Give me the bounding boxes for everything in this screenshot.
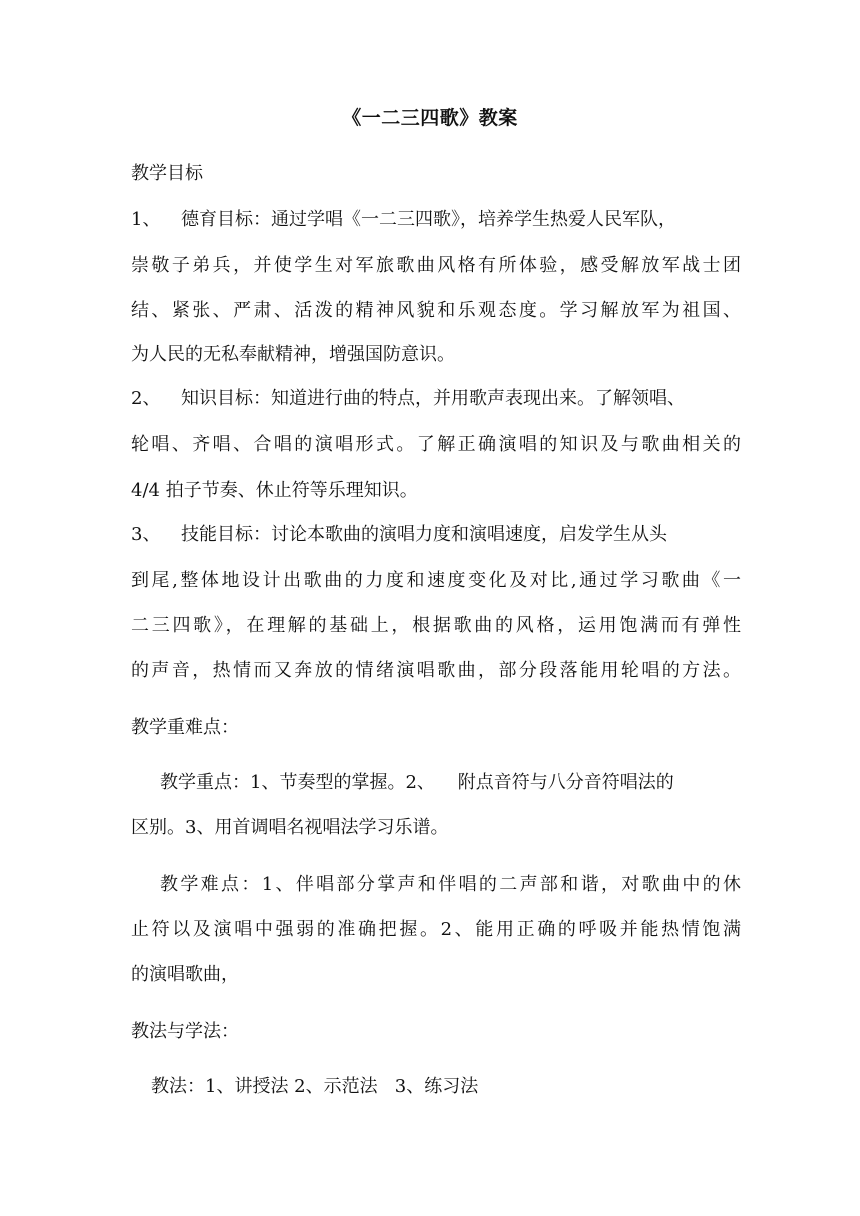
objective-1-number: 1、 (131, 209, 161, 230)
objective-1-line-1 (131, 209, 741, 231)
objective-3-line-1 (131, 524, 741, 546)
objective-1-text-1: 德育目标：通过学唱《一二三四歌》，培养学生热爱人民军队， (181, 209, 676, 230)
objective-1-line-2: 崇敬子弟兵，并使学生对军旅歌曲风格有所体验，感受解放军战士团 (131, 255, 741, 276)
objective-3-line-2: 到尾,整体地设计出歌曲的力度和速度变化及对比,通过学习歌曲《一 (131, 570, 741, 591)
objective-2-number: 2、 (131, 388, 161, 409)
page-title: 《一二三四歌》教案 (342, 107, 518, 129)
key-point-line-1: 教学重点：1、节奏型的掌握。2、 附点音符与八分音符唱法的 (160, 772, 674, 793)
objective-3-line-4: 的声音，热情而又奔放的情绪演唱歌曲，部分段落能用轮唱的方法。 (131, 660, 741, 681)
difficulty-line-1: 教学难点：1、伴唱部分掌声和伴唱的二声部和谐，对歌曲中的休 (160, 874, 741, 895)
section-heading-objectives: 教学目标 (131, 163, 203, 184)
objective-2-line-3: 4/4 拍子节奏、休止符等乐理知识。 (131, 480, 418, 501)
section-heading-methods: 教法与学法： (131, 1021, 239, 1042)
objective-1-line-4: 为人民的无私奉献精神，增强国防意识。 (131, 344, 455, 365)
difficulty-line-2: 止符以及演唱中强弱的准确把握。2、能用正确的呼吸并能热情饱满 (131, 919, 741, 940)
objective-3-number: 3、 (131, 524, 161, 545)
objective-3-text-1: 技能目标：讨论本歌曲的演唱力度和演唱速度，启发学生从头 (181, 524, 667, 545)
objective-2-text-1: 知识目标：知道进行曲的特点，并用歌声表现出来。了解领唱、 (181, 388, 685, 409)
objective-2-line-2: 轮唱、齐唱、合唱的演唱形式。了解正确演唱的知识及与歌曲相关的 (131, 434, 741, 455)
section-heading-key-points: 教学重难点： (131, 717, 239, 738)
objective-1-line-3: 结、紧张、严肃、活泼的精神风貌和乐观态度。学习解放军为祖国、 (131, 300, 741, 321)
key-point-line-2: 区别。3、用首调唱名视唱法学习乐谱。 (131, 817, 449, 838)
methods-line: 教法：1、讲授法 2、示范法 3、练习法 (151, 1076, 479, 1097)
objective-3-line-3: 二三四歌》，在理解的基础上，根据歌曲的风格，运用饱满而有弹性 (131, 615, 741, 636)
objective-2-line-1 (131, 388, 741, 410)
difficulty-line-3: 的演唱歌曲， (131, 964, 239, 985)
